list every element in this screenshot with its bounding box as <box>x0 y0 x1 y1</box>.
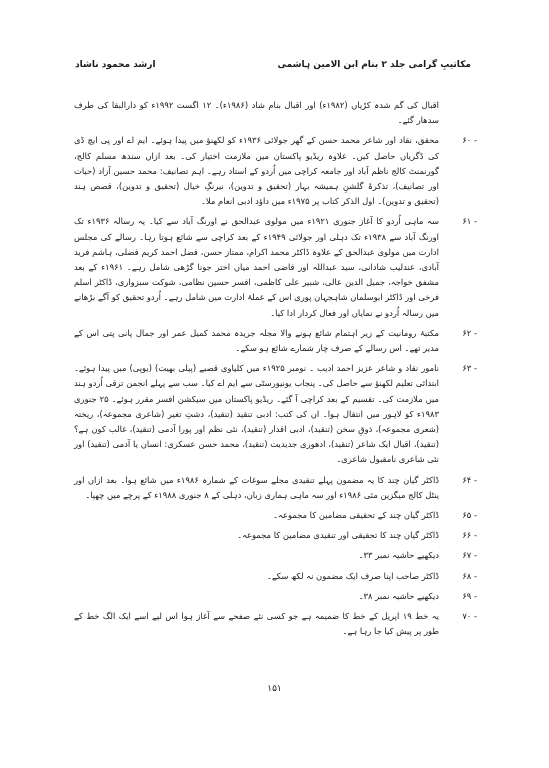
footnote-text: دیکھیے حاشیہ نمبر ۳۸۔ <box>358 590 439 601</box>
footnote-item <box>74 361 477 467</box>
footnote-number: ۶۰ - <box>462 135 477 146</box>
footnote-number: ۶۷ - <box>462 550 477 561</box>
running-header <box>75 60 471 76</box>
footnote-item <box>74 214 477 320</box>
footnote-item <box>74 98 477 128</box>
footnote-text: نامور نقاد و شاعر عزیز احمد ادیب ۔ نومبر ۱۹۲۵ء میں کلیاوی قصبے (پیلی بھیت) (یوپی) میں پیدا ہوئے۔ ابتدائی تعلیم لکھنؤ سے حاصل کی۔ پنجاب یونیورسٹی سے ایم اے کیا۔ سب سے پہلے انجمن ترقی اُردو ہند میں ملازمت کی۔ تقسیم کے بعد کراچی آ گئے۔ ریڈیو پاکستان میں سیکشن افسر مقرر ہوئے۔ ۲۵ جنوری ۱۹۸۳ء کو لاہور میں انتقال ہوا۔ ان کی کتب: ادبی تنقید (تنقید)، دشتِ تغیر (شاعری مجموعہ)، ریختہ (شعری مجموعہ)، ذوقِ سخن (تنقید)، ادبی اقدار (تنقید)، نئی نظم اور پورا آدمی (تنقید)، غالب کون ہے؟ (تنقید)، اقبال ایک شاعر (تنقید)، ادھوری جدیدیت (تنقید)، محمد حسن عسکری: انسان یا آدمی (تنقید) اور نئی شاعری نامقبول شاعری۔ <box>74 363 439 465</box>
footnote-number: ۶۲ - <box>462 327 477 338</box>
footnote-item <box>74 589 477 604</box>
footnote-number: ۶۹ - <box>462 590 477 601</box>
footnote-text: سہ ماہی اُردو کا آغاز جنوری ۱۹۲۱ء میں مولوی عبدالحق نے اورنگ آباد سے کیا۔ یہ رسالہ ۱۹۳۶ء تک اورنگ آباد سے ۱۹۳۸ء تک دہلی اور جولائی ۱۹۴۹ء کے بعد کراچی سے شائع ہوتا رہا۔ رسالے کی مجلس ادارت میں مولوی عبدالحق کے علاوہ ڈاکٹر محمد اکرام، ممتاز حسن، فضل احمد کریم فضلی، ہاشم فرید آبادی، عندلیب شادانی، سید عبداللہ اور قاضی احمد میاں اختر جونا گڑھی شامل رہے۔ ۱۹۶۱ء کے بعد مشفق خواجہ، جمیل الدین عالی، شبیر علی کاظمی، افسر حسین نظامی، شوکت سبزواری، ڈاکٹر اسلم فرخی اور ڈاکٹر ابوسلمان شاہجہان پوری اس کے عملۂ ادارت میں شامل رہے۔ اُردو تحقیق کو آگے بڑھانے میں رسالہ اُردو نے نمایاں اور فعال کردار ادا کیا۔ <box>74 216 440 318</box>
footnote-text: محقق، نقاد اور شاعر محمد حسن کے گھر جولائی ۱۹۳۶ء کو لکھنؤ میں پیدا ہوئے۔ ایم اے اور پی ایچ ڈی کی ڈگریاں حاصل کیں۔ علاوہ ریڈیو پاکستان میں ملازمت اختیار کی۔ بعد ازاں سندھ مسلم کالج، گورنمنٹ کالج ناظم آباد اور جامعہ کراچی میں اُردو کے استاد رہے۔ اہم تصانیف: محمد حسین آزاد (حیات اور تصانیف)، تذکرۂ گلشنِ ہمیشہ بہار (تحقیق و تدوین)، نیرنگِ خیال (تحقیق و تدوین)، قصص ہند (تحقیق و تدوین)۔ اول الذکر کتاب پر ۱۹۷۵ء میں داؤد ادبی انعام ملا۔ <box>74 135 439 207</box>
footnote-item <box>74 133 477 209</box>
footnote-number: ۶۱ - <box>462 216 477 227</box>
footnote-text: اقبال کی گم شدہ کڑیاں (۱۹۸۲ء) اور اقبال بنام شاد (۱۹۸۶ء)۔ ۱۲ اگست ۱۹۹۲ء کو دارالبقا کی طرف سدھار گئے۔ <box>74 100 439 126</box>
footnote-text: ڈاکٹر گیان چند کے تحقیقی مضامین کا مجموعہ۔ <box>273 510 439 521</box>
footnote-text: مکتبۂ رومانیت کے زیر اہتمام شائع ہونے والا مجلہ جریدہ محمد کمیل عمر اور جمال پانی پتی اس کے مدیر تھے۔ اس رسالے کے صرف چار شمارے شائع ہو سکے۔ <box>74 327 439 354</box>
footnote-number: ۷۰ - <box>462 611 477 622</box>
footnote-text: ڈاکٹر صاحب اپنا صرف ایک مضمون نہ لکھ سکے۔ <box>266 570 439 581</box>
footnote-item <box>74 609 477 639</box>
header-author-name: ارشد محمود ناشاد <box>75 60 156 70</box>
footnote-item <box>74 528 477 543</box>
footnote-number: ۶۸ - <box>462 570 477 581</box>
footnote-item <box>74 473 477 503</box>
footnotes-list <box>74 98 477 645</box>
footnote-text: ڈاکٹر گیان چند کا تحقیقی اور تنقیدی مضامین کا مجموعہ۔ <box>237 530 439 541</box>
footnote-number: ۶۴ - <box>462 474 477 485</box>
footnote-text: دیکھیے حاشیہ نمبر ۳۳۔ <box>358 550 439 561</box>
footnote-number: ۶۳ - <box>462 363 477 374</box>
footnote-number: ۶۶ - <box>462 530 477 541</box>
footnote-number: ۶۵ - <box>462 510 477 521</box>
footnote-item <box>74 326 477 356</box>
footnote-text: ڈاکٹر گیان چند کا یہ مضمون پہلے تنقیدی مجلے سوغات کے شمارہ ۱۹۸۶ء میں شائع ہوا۔ بعد ازاں اور ینٹل کالج میگزین مئی ۱۹۸۶ء اور سہ ماہی ہماری زبان، دہلی کے ۸ جنوری ۱۹۸۸ء کے پرچے میں چھپا۔ <box>74 474 439 500</box>
footnote-item <box>74 548 477 563</box>
footnote-item <box>74 508 477 523</box>
page-number: ۱۵۱ <box>267 684 282 694</box>
footnote-item <box>74 569 477 584</box>
header-book-title: مکاتیبِ گرامی جلد ۲ بنام ابن الامین ہاشمی <box>277 60 471 70</box>
footnote-text: یہ خط ۱۹ اپریل کے خط کا ضمیمہ ہے جو کسی نئے صفحے سے آغاز ہوا اس لیے اسے ایک الگ خط کے طور پر پیش کیا جا رہا ہے۔ <box>74 611 439 637</box>
